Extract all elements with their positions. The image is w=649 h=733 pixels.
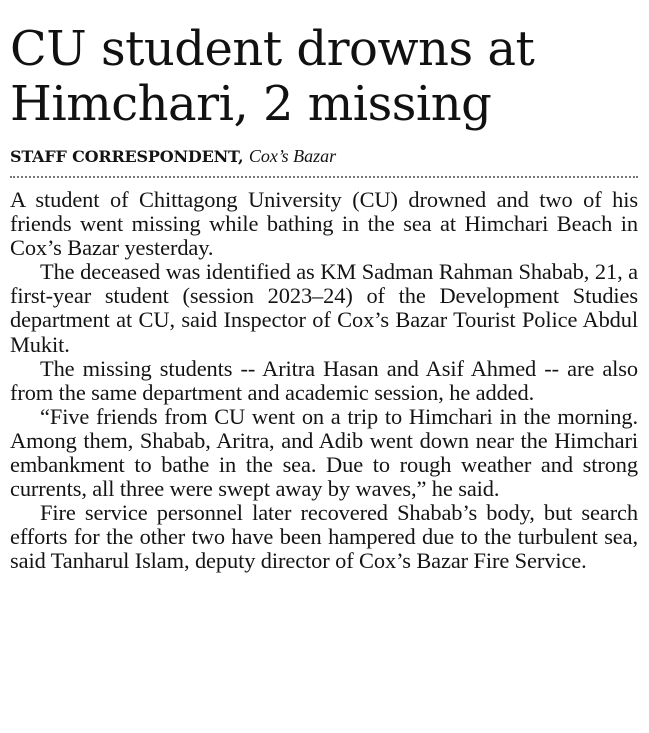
- byline-author: STAFF CORRESPONDENT,: [10, 147, 244, 166]
- news-article: [10, 0, 638, 574]
- paragraph-5: Fire service personnel later recovered Shabab’s body, but search efforts for the other two have been hampered due to the turbulent sea, said Tanharul Islam, deputy director of Cox’s Bazar Fire Service.: [10, 500, 638, 574]
- byline: [10, 144, 638, 168]
- paragraph-3: The missing students -- Aritra Hasan and Asif Ahmed -- are also from the same department and academic session, he added.: [10, 355, 638, 405]
- dotted-divider: [10, 176, 638, 178]
- article-body: [10, 188, 638, 574]
- paragraph-4: “Five friends from CU went on a trip to Himchari in the morning. Among them, Shabab, Aritra, and Adib went down near the Himchari embankment to bathe in the sea. Due to rough weather and strong currents, all three were swept away by waves,” he said.: [10, 403, 638, 502]
- byline-location: Cox’s Bazar: [248, 146, 337, 166]
- paragraph-2: The deceased was identified as KM Sadman Rahman Shabab, 21, a first-year student (session 2023–24) of the Development Studies department at CU, said Inspector of Cox’s Bazar Tourist Police Abdul Mukit.: [10, 259, 638, 357]
- paragraph-1: A student of Chittagong University (CU) drowned and two of his friends went missing while bathing in the sea at Himchari Beach in Cox’s Bazar yesterday.: [10, 187, 638, 261]
- headline-line-1: CU student drowns at: [10, 21, 535, 77]
- headline-line-2: Himchari, 2 missing: [10, 76, 492, 132]
- headline: [10, 0, 638, 132]
